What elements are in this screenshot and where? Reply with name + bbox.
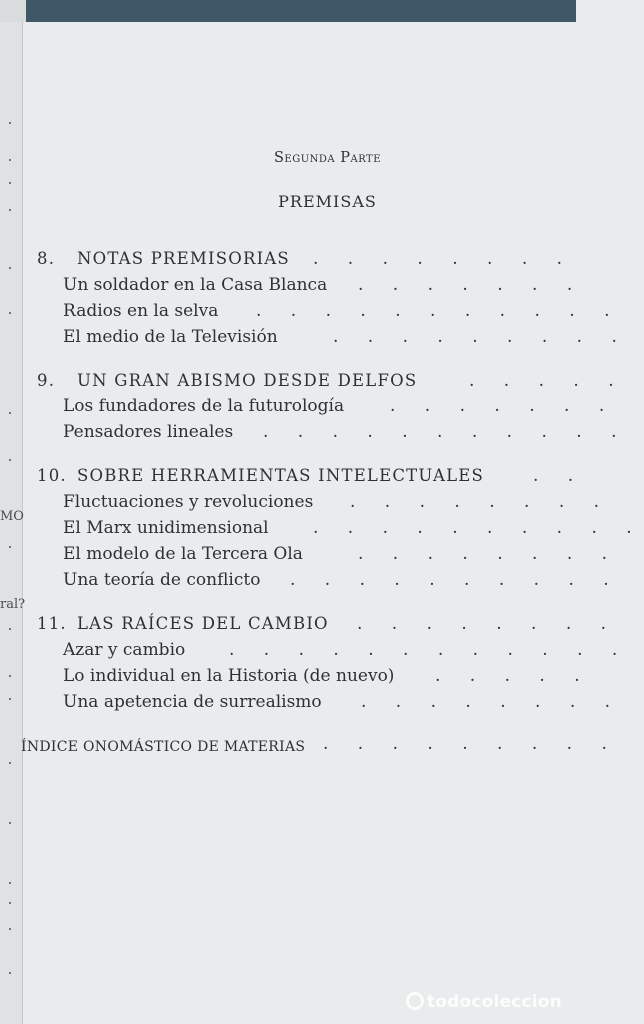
chapter-title: SOBRE HERRAMIENTAS INTELECTUALES <box>77 466 484 485</box>
section-title: Los fundadores de la futurología <box>63 396 345 416</box>
chapter-number: 9. <box>37 371 56 390</box>
chapter-title: NOTAS PREMISORIAS <box>77 249 290 268</box>
section-title: Azar y cambio <box>63 640 186 660</box>
section-title: Un soldador en la Casa Blanca <box>63 275 328 295</box>
section-title: Lo individual en la Historia (de nuevo) <box>63 666 395 686</box>
section-title: El medio de la Televisión <box>63 327 278 347</box>
section-title: Fluctuaciones y revoluciones <box>63 492 314 512</box>
top-strip <box>0 0 576 22</box>
left-page-fragment: MO <box>0 509 24 524</box>
section-title: Una teoría de conflicto <box>63 570 261 590</box>
left-page-fragment: ral? <box>0 597 26 612</box>
chapter-title: UN GRAN ABISMO DESDE DELFOS <box>77 371 418 390</box>
watermark-logo-icon <box>406 992 424 1010</box>
section-title: Radios en la selva <box>63 301 219 321</box>
part-title: PREMISAS <box>278 192 377 211</box>
left-page-edge <box>0 22 26 1024</box>
section-title: El Marx unidimensional <box>63 518 269 538</box>
watermark: todocoleccion <box>406 992 562 1012</box>
chapter-number: 8. <box>37 249 56 268</box>
chapter-number: 10. <box>37 466 67 485</box>
page-edge <box>0 0 26 22</box>
part-label: Segunda Parte <box>273 150 382 166</box>
table-of-contents-page: Segunda Parte PREMISAS 8. NOTAS PREMISORIAS . . . . . . . . Un soldador en la Casa Blanca . . . . . . . Radios en la selva . . . . . . . . . . . El medio de la Televisión . . . . . . . . . 9. UN GRAN ABISMO DESDE DELFOS . . . . . Los fundadores de la futurología . . . . . . . Pensadores lineales . . . . . . . . . . . 10. SOBRE HERRAMIENTAS INTELECTUALES . . Fluctuaciones y revoluciones . . . . . . . . El Marx unidimensional . . . . . . . . . . El modelo de la Tercera Ola . . . . . . . . Una teoría de conflicto . . . . . . . . . . 11. LAS RAÍCES DEL CAMBIO . . . . . . . . Azar y cambio . . . . . . . . . . . . Lo individual en la Historia (de nuevo) . . . . . Una apetencia de surrealismo . . . . . . . . ÍNDICE ONOMÁSTICO DE MATERIAS . . . . . . . . . todocoleccion <box>21 150 644 1012</box>
section-title: Pensadores lineales <box>63 422 234 442</box>
section-title: Una apetencia de surrealismo <box>63 692 322 712</box>
chapter-title: LAS RAÍCES DEL CAMBIO <box>77 614 329 633</box>
section-title: El modelo de la Tercera Ola <box>63 544 303 564</box>
index-entry: ÍNDICE ONOMÁSTICO DE MATERIAS <box>21 739 306 755</box>
chapter-number: 11. <box>37 614 67 633</box>
